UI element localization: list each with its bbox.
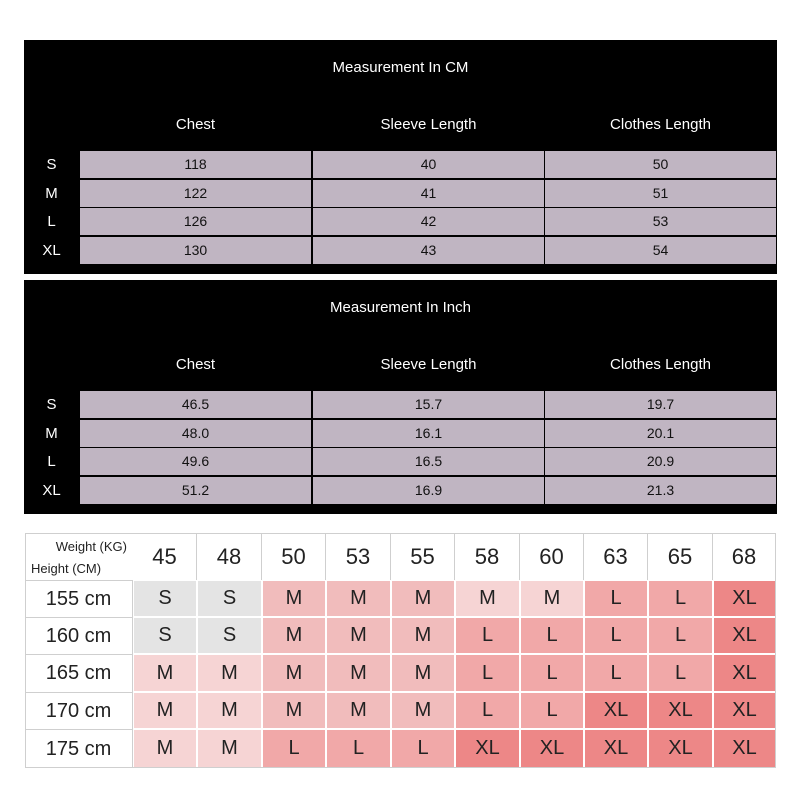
size-cell: M xyxy=(133,692,197,729)
size-label: L xyxy=(47,453,56,470)
weight-header: 48 xyxy=(197,533,262,580)
table-cell: 40 xyxy=(313,151,544,178)
table-row xyxy=(24,420,777,448)
table-cell: 42 xyxy=(313,208,544,235)
size-cell: M xyxy=(133,729,197,768)
size-cell: M xyxy=(262,617,326,654)
size-cell: XL xyxy=(713,692,776,729)
weight-axis-label: Weight (KG) xyxy=(55,539,127,554)
table-cell: 43 xyxy=(313,237,544,264)
height-header: 155 cm xyxy=(25,580,133,617)
size-cell: XL xyxy=(648,692,713,729)
size-cell: L xyxy=(648,580,713,617)
weight-header: 45 xyxy=(133,533,197,580)
column-header-clothes-length: Clothes Length xyxy=(610,116,711,133)
weight-header: 63 xyxy=(584,533,648,580)
size-cell: XL xyxy=(713,580,776,617)
size-cell: M xyxy=(391,654,455,692)
table-cell: 54 xyxy=(545,237,776,264)
table-cell: 16.1 xyxy=(313,420,544,447)
size-cell: L xyxy=(648,654,713,692)
size-cell: M xyxy=(520,580,584,617)
weight-header: 50 xyxy=(262,533,326,580)
inch-measurement-table xyxy=(24,280,777,514)
height-header: 165 cm xyxy=(25,654,133,692)
size-cell: L xyxy=(455,654,520,692)
size-cell: L xyxy=(262,729,326,768)
size-cell: XL xyxy=(713,617,776,654)
weight-header: 65 xyxy=(648,533,713,580)
size-label: M xyxy=(45,184,58,202)
size-cell: M xyxy=(391,580,455,617)
table-cell: 49.6 xyxy=(80,448,311,475)
column-header-sleeve-length: Sleeve Length xyxy=(380,116,477,133)
size-cell: S xyxy=(133,580,197,617)
height-axis-label: Height (CM) xyxy=(31,561,102,576)
table-row xyxy=(24,151,777,179)
size-cell: L xyxy=(520,692,584,729)
weight-header: 60 xyxy=(520,533,584,580)
size-cell: XL xyxy=(520,729,584,768)
size-cell: S xyxy=(133,617,197,654)
table-cell: 16.9 xyxy=(313,477,544,504)
size-cell: M xyxy=(391,617,455,654)
size-cell: XL xyxy=(713,729,776,768)
size-cell: XL xyxy=(455,729,520,768)
table-cell: 41 xyxy=(313,180,544,207)
size-cell: M xyxy=(391,692,455,729)
table-cell: 48.0 xyxy=(80,420,311,447)
weight-header: 58 xyxy=(455,533,520,580)
size-cell: M xyxy=(326,692,391,729)
size-label: XL xyxy=(42,481,61,499)
weight-header: 68 xyxy=(713,533,776,580)
column-header-chest: Chest xyxy=(175,116,216,133)
size-cell: L xyxy=(584,580,648,617)
size-cell: M xyxy=(326,654,391,692)
table-cell: 21.3 xyxy=(545,477,776,504)
cm-measurement-table xyxy=(24,40,777,274)
table-cell: 15.7 xyxy=(313,391,544,418)
size-cell: M xyxy=(133,654,197,692)
table-cell: 46.5 xyxy=(80,391,311,418)
table-cell: 122 xyxy=(80,180,311,207)
size-cell: M xyxy=(197,729,262,768)
table-cell: 130 xyxy=(80,237,311,264)
size-cell: M xyxy=(197,692,262,729)
table-cell: 51.2 xyxy=(80,477,311,504)
height-header: 175 cm xyxy=(25,729,133,768)
table-row xyxy=(24,237,777,265)
size-cell: XL xyxy=(584,729,648,768)
table-row xyxy=(24,448,777,476)
size-cell: M xyxy=(197,654,262,692)
size-label: S xyxy=(46,396,57,413)
table-cell: 20.9 xyxy=(545,448,776,475)
size-cell: L xyxy=(455,692,520,729)
weight-header: 55 xyxy=(391,533,455,580)
size-cell: L xyxy=(455,617,520,654)
size-cell: S xyxy=(197,617,262,654)
height-header: 170 cm xyxy=(25,692,133,729)
size-label: M xyxy=(45,424,58,442)
table-row xyxy=(24,208,777,236)
table-cell: 50 xyxy=(545,151,776,178)
size-cell: M xyxy=(326,617,391,654)
size-cell: L xyxy=(326,729,391,768)
size-cell: L xyxy=(584,617,648,654)
column-header-clothes-length: Clothes Length xyxy=(610,356,711,373)
size-cell: L xyxy=(520,654,584,692)
size-cell: M xyxy=(326,580,391,617)
size-cell: L xyxy=(584,654,648,692)
size-cell: M xyxy=(262,654,326,692)
cm-table-title: Measurement In CM xyxy=(332,59,469,76)
grid-corner-labels xyxy=(25,533,133,580)
column-header-sleeve-length: Sleeve Length xyxy=(380,356,477,373)
table-row xyxy=(24,391,777,419)
table-row xyxy=(24,180,777,208)
size-cell: XL xyxy=(713,654,776,692)
size-cell: XL xyxy=(584,692,648,729)
table-row xyxy=(24,477,777,505)
size-cell: L xyxy=(520,617,584,654)
size-cell: L xyxy=(648,617,713,654)
size-recommendation-grid xyxy=(25,533,776,768)
table-cell: 16.5 xyxy=(313,448,544,475)
table-cell: 126 xyxy=(80,208,311,235)
table-cell: 19.7 xyxy=(545,391,776,418)
size-cell: XL xyxy=(648,729,713,768)
weight-header: 53 xyxy=(326,533,391,580)
size-cell: L xyxy=(391,729,455,768)
table-cell: 51 xyxy=(545,180,776,207)
size-label: XL xyxy=(42,241,61,259)
size-cell: M xyxy=(455,580,520,617)
inch-table-title: Measurement In Inch xyxy=(330,299,471,316)
table-cell: 53 xyxy=(545,208,776,235)
size-label: S xyxy=(46,156,57,173)
size-cell: M xyxy=(262,692,326,729)
size-cell: S xyxy=(197,580,262,617)
size-cell: M xyxy=(262,580,326,617)
table-cell: 118 xyxy=(80,151,311,178)
size-label: L xyxy=(47,213,56,230)
column-header-chest: Chest xyxy=(175,356,216,373)
table-cell: 20.1 xyxy=(545,420,776,447)
height-header: 160 cm xyxy=(25,617,133,654)
